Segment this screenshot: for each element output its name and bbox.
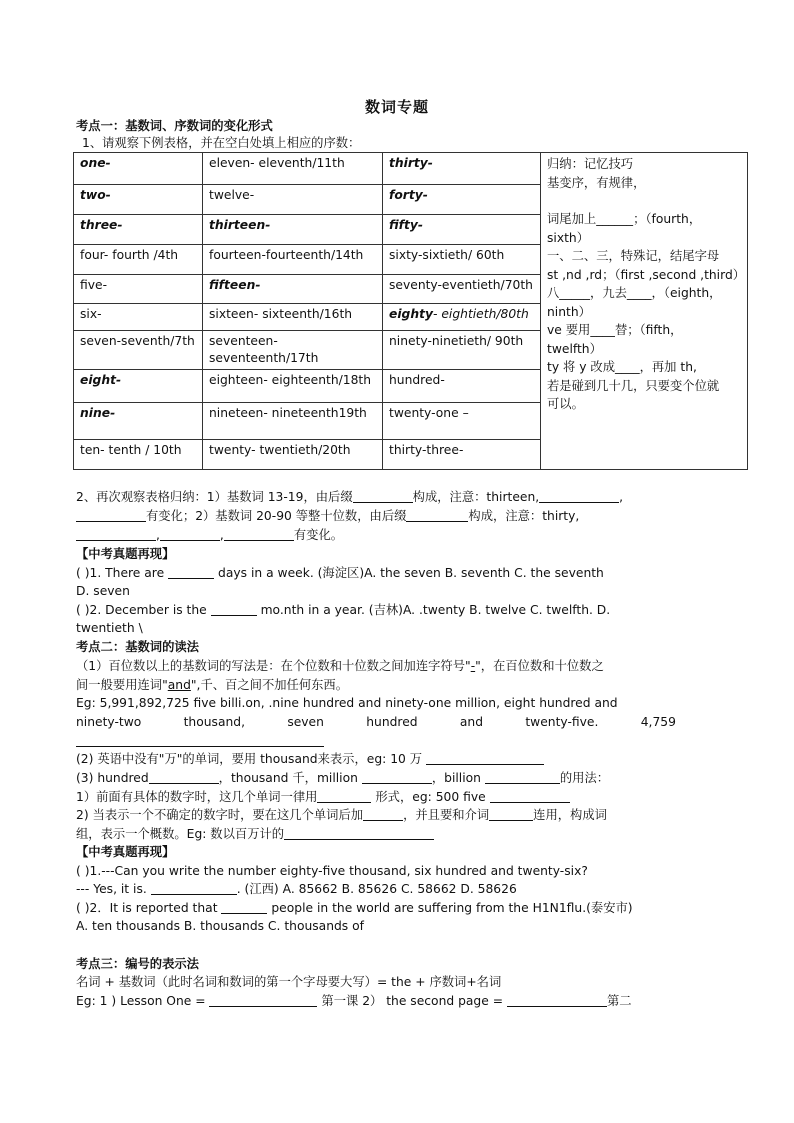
answer-blank[interactable] xyxy=(160,527,220,541)
eighty-bold: eighty xyxy=(389,307,434,321)
answer-blank[interactable] xyxy=(485,770,560,784)
table-cell: hundred- xyxy=(383,370,541,403)
answer-blank[interactable] xyxy=(224,527,294,541)
answer-blank[interactable] xyxy=(151,881,237,895)
answer-blank[interactable] xyxy=(539,489,619,503)
eg-word: 4,759 xyxy=(640,715,676,729)
table-cell: nineteen- nineteenth19th xyxy=(203,403,383,440)
rule-text: (3) hundred xyxy=(76,771,149,785)
q-text: ( )1. There are xyxy=(76,566,165,580)
note-line xyxy=(547,192,741,210)
rule-numbering: 名词 + 基数词（此时名词和数词的第一个字母要大写）= the + 序数词+名词 xyxy=(76,975,502,989)
note-line: ninth） xyxy=(547,304,591,319)
table-cell: six- xyxy=(74,304,203,331)
table-cell: sixty-sixtieth/ 60th xyxy=(383,245,541,275)
note-line: 一、二、三，特殊记，结尾字母 xyxy=(547,249,720,263)
number-table xyxy=(73,152,748,470)
page-title: 数词专题 xyxy=(364,98,429,116)
cell-line: seventeenth/17th xyxy=(209,351,319,365)
q-text: days in a week. (海淀区)A. the seven B. seventh C. the seventh xyxy=(218,566,604,580)
example-answer-line xyxy=(76,732,676,750)
memory-tips-note xyxy=(541,153,748,470)
eg-text: 第一课 2） the second page = xyxy=(317,994,504,1008)
note-line: ve 要用____替；（fifth， xyxy=(547,323,683,337)
table-cell: thirty-three- xyxy=(383,440,541,470)
table-cell: fourteen-fourteenth/14th xyxy=(203,245,383,275)
q-text: ( )2. December is the xyxy=(76,603,207,617)
eg-text: 第二 xyxy=(606,994,632,1008)
note-line: 归纳：记忆技巧 xyxy=(547,157,634,171)
eg-word: twenty-five. xyxy=(525,715,599,729)
q-text: . (江西) A. 85662 B. 85626 C. 58662 D. 58626 xyxy=(236,882,517,896)
rule-3-sub-1 xyxy=(76,788,676,806)
table-instruction: 1、请观察下例表格，并在空白处填上相应的序数： xyxy=(82,136,361,150)
rule-text: ，thousand 千，million xyxy=(218,771,358,785)
answer-blank[interactable] xyxy=(76,508,146,522)
answer-blank[interactable] xyxy=(317,789,371,803)
rule-text: 连用，构成词 xyxy=(533,808,607,822)
exam-q2 xyxy=(76,601,676,619)
rule-text: ，billion xyxy=(431,771,481,785)
table-cell: seventy-eventieth/70th xyxy=(383,275,541,304)
rule-1-line-2 xyxy=(76,676,676,694)
rule-text: 1）前面有具体的数字时，这几个单词一律用 xyxy=(76,790,318,804)
example-line-1: Eg: 5,991,892,725 five billi.on, .nine hundred and ninety-one million, eight hundred and xyxy=(76,696,618,710)
table-cell: one- xyxy=(74,153,203,185)
note-line: 基变序，有规律， xyxy=(547,175,646,190)
rule-text: 形式，eg: 500 five xyxy=(371,790,486,804)
rule-text: ",千、百之间不加任何东西。 xyxy=(190,678,349,692)
note-line: ty 将 y 改成____，再加 th, xyxy=(547,360,697,374)
table-cell: ten- tenth / 10th xyxy=(74,440,203,470)
answer-blank[interactable] xyxy=(490,789,570,803)
answer-blank[interactable] xyxy=(76,527,156,541)
exam2-q2-options: A. ten thousands B. thousands C. thousands of xyxy=(76,919,364,933)
table-cell: ninety-ninetieth/ 90th xyxy=(383,331,541,370)
q2-line-2 xyxy=(76,507,676,525)
q2-text: 构成，注意：thirty, xyxy=(468,509,580,523)
exam-q1-option-d: D. seven xyxy=(76,584,130,598)
answer-blank[interactable] xyxy=(363,807,403,821)
q2-text: 构成，注意：thirteen, xyxy=(412,490,540,504)
cell-line: seventeen- xyxy=(209,334,278,348)
table-cell: three- xyxy=(74,215,203,245)
rule-3-sub-2 xyxy=(76,806,676,824)
table-cell: eleven- eleventh/11th xyxy=(203,153,383,185)
answer-blank[interactable] xyxy=(168,565,214,579)
table-cell: thirty- xyxy=(383,153,541,185)
exam2-q1: ( )1.---Can you write the number eighty-five thousand, six hundred and twenty-six? xyxy=(76,864,588,878)
eg-word: ninety-two xyxy=(76,715,142,729)
answer-blank[interactable] xyxy=(211,602,257,616)
exam2-q2 xyxy=(76,899,676,917)
eg-word: hundred xyxy=(366,715,418,729)
table-cell: twelve- xyxy=(203,185,383,215)
q2-text: 有变化；2）基数词 20-90 等整十位数，由后缀 xyxy=(146,509,407,523)
table-cell: twenty-one – xyxy=(383,403,541,440)
note-line: twelfth） xyxy=(547,341,602,356)
table-cell: twenty- twentieth/20th xyxy=(203,440,383,470)
rule-text: ，并且要和介词 xyxy=(403,808,490,822)
rule-text: 的用法： xyxy=(559,771,610,785)
example-line-2 xyxy=(76,713,676,731)
answer-blank[interactable] xyxy=(507,993,607,1007)
rule-text: (2) 英语中没有"万"的单词，要用 thousand来表示，eg: 10 万 xyxy=(76,752,423,766)
table-cell: five- xyxy=(74,275,203,304)
eg-word: and xyxy=(459,715,484,729)
rule-1-line-1 xyxy=(76,657,676,675)
answer-blank[interactable] xyxy=(362,770,432,784)
table-cell: eighteen- eighteenth/18th xyxy=(203,370,383,403)
section-3-heading: 考点三：编号的表示法 xyxy=(76,957,199,971)
q-text: ( )2．It is reported that xyxy=(76,901,218,915)
q2-text: 有变化。 xyxy=(293,528,344,542)
eg-word: seven xyxy=(287,715,324,729)
table-cell: fifty- xyxy=(383,215,541,245)
exam-heading-1: 【中考真题再现】 xyxy=(76,547,175,561)
table-cell: eight- xyxy=(74,370,203,403)
rule-text: （1）百位数以上的基数词的写法是：在个位数和十位数之间加连字符号" xyxy=(76,659,471,673)
answer-blank[interactable] xyxy=(149,770,219,784)
rule-text: "，在百位数和十位数之 xyxy=(475,659,604,673)
exam2-q1-answer xyxy=(76,880,676,898)
note-line: 若是碰到几十几，只要变个位就 xyxy=(547,378,720,393)
q2-line-1: 2、再次观察表格归纳：1）基数词 13-19，由后缀 构成，注意：thirteen, , xyxy=(76,490,624,504)
answer-blank[interactable] xyxy=(489,807,533,821)
hyphen-symbol: - xyxy=(470,659,476,673)
table-cell: four- fourth /4th xyxy=(74,245,203,275)
table-cell xyxy=(203,331,383,370)
exam-q1 xyxy=(76,564,676,582)
q-text: people in the world are suffering from the H1N1flu.(泰安市) xyxy=(271,901,633,915)
rule-3 xyxy=(76,769,676,787)
table-cell: two- xyxy=(74,185,203,215)
answer-blank[interactable] xyxy=(353,489,413,503)
q-text: --- Yes, it is. xyxy=(76,882,147,896)
note-line: 可以。 xyxy=(547,397,584,411)
q2-line-3: , , 有变化。 xyxy=(76,526,676,544)
section-1-heading: 考点一：基数词、序数词的变化形式 xyxy=(76,119,273,133)
and-word: and xyxy=(167,678,191,692)
answer-blank[interactable] xyxy=(76,733,324,747)
answer-blank[interactable] xyxy=(209,993,317,1007)
rule-3-sub-2-cont xyxy=(76,825,676,843)
rule-text: 组，表示一个概数。Eg: 数以百万计的 xyxy=(76,827,285,841)
answer-blank[interactable] xyxy=(284,826,434,840)
table-cell: seven-seventh/7th xyxy=(74,331,203,370)
section-2-heading: 考点二：基数词的读法 xyxy=(76,640,199,654)
exam-q2-option-d: twentieth \ xyxy=(76,621,143,635)
table-cell: forty- xyxy=(383,185,541,215)
eg-text: Eg: 1 ) Lesson One = xyxy=(76,994,206,1008)
note-line: sixth） xyxy=(547,230,590,245)
rule-2 xyxy=(76,750,676,768)
table-cell: sixteen- sixteenth/16th xyxy=(203,304,383,331)
note-line: 八_____，九去____，（eighth， xyxy=(547,286,722,300)
answer-blank[interactable] xyxy=(221,900,267,914)
table-cell: nine- xyxy=(74,403,203,440)
rule-text: 2) 当表示一个不确定的数字时，要在这几个单词后加 xyxy=(76,808,364,822)
table-cell: thirteen- xyxy=(203,215,383,245)
answer-blank[interactable] xyxy=(406,508,468,522)
rule-text: 间一般要用连词" xyxy=(76,678,168,692)
numbering-example xyxy=(76,992,676,1010)
eg-word: thousand, xyxy=(183,715,245,729)
eighty-rest: - eightieth/80th xyxy=(433,307,529,321)
q2-text: 2、再次观察表格归纳：1）基数词 13-19，由后缀 xyxy=(76,490,353,504)
table-cell: fifteen- xyxy=(203,275,383,304)
answer-blank[interactable] xyxy=(426,751,544,765)
note-line: st ,nd ,rd；（first ,second ,third） xyxy=(547,267,746,282)
note-line: 词尾加上______；（fourth， xyxy=(547,212,702,226)
table-cell xyxy=(383,304,541,331)
exam-heading-2: 【中考真题再现】 xyxy=(76,845,175,859)
q-text: mo.nth in a year. (吉林)A. .twenty B. twelve C. twelfth. D. xyxy=(260,603,611,617)
